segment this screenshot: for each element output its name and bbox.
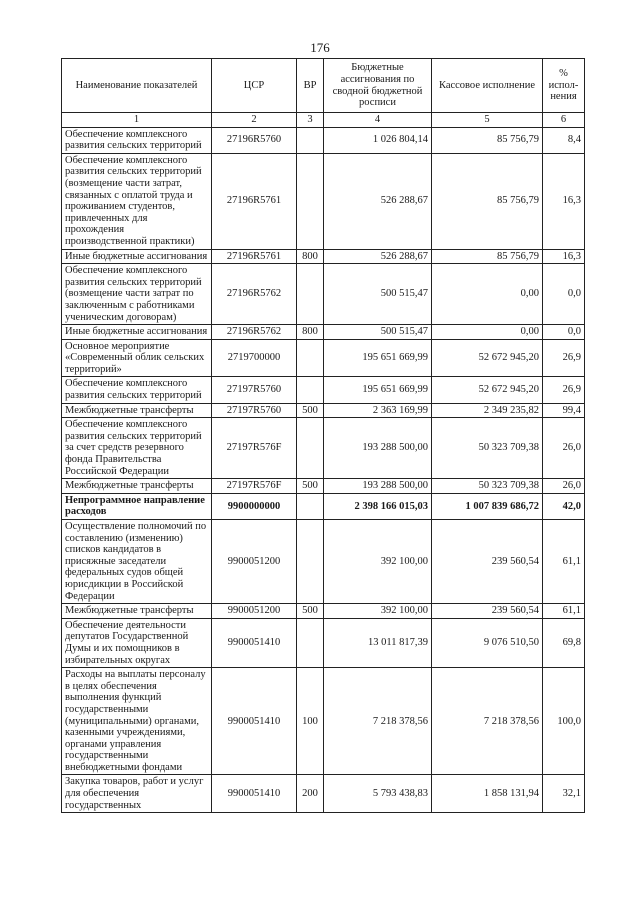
table-row [62, 418, 585, 479]
cell-budget: 195 651 669,99 [324, 339, 432, 377]
cell-name: Расходы на выплаты персоналу в целях обеспечения выполнения функций государственными (муниципальными) органами, казенными учреждениями, органами управления государственными внебюджетными фондами [62, 668, 212, 775]
cell-pct: 42,0 [543, 493, 585, 519]
cell-vr [297, 618, 324, 667]
cell-vr: 800 [297, 325, 324, 340]
cell-csr: 27196R5762 [212, 325, 297, 340]
cell-budget: 392 100,00 [324, 520, 432, 604]
cell-name: Обеспечение деятельности депутатов Государственной Думы и их помощников в избирательных округах [62, 618, 212, 667]
cell-cash: 0,00 [432, 264, 543, 325]
cell-vr: 500 [297, 604, 324, 619]
cell-name: Обеспечение комплексного развития сельских территорий (возмещение части затрат, связанных с оплатой труда и проживанием студентов, привлеченных для прохождения производственной практики) [62, 153, 212, 249]
cell-cash: 52 672 945,20 [432, 339, 543, 377]
cell-csr: 27197R576F [212, 479, 297, 494]
cell-budget: 5 793 438,83 [324, 775, 432, 813]
cell-pct: 16,3 [543, 249, 585, 264]
cell-name: Осуществление полномочий по составлению (изменению) списков кандидатов в присяжные заседатели федеральных судов общей юрисдикции в Российской Федерации [62, 520, 212, 604]
cell-vr [297, 339, 324, 377]
cell-csr: 9900051200 [212, 520, 297, 604]
cell-vr [297, 153, 324, 249]
budget-execution-table [61, 58, 585, 813]
cell-name: Иные бюджетные ассигнования [62, 325, 212, 340]
cell-budget: 526 288,67 [324, 249, 432, 264]
cell-name: Закупка товаров, работ и услуг для обеспечения государственных [62, 775, 212, 813]
cell-vr: 800 [297, 249, 324, 264]
cell-pct: 32,1 [543, 775, 585, 813]
column-number: 6 [543, 113, 585, 128]
cell-vr: 100 [297, 668, 324, 775]
cell-vr [297, 127, 324, 153]
cell-csr: 27197R576F [212, 418, 297, 479]
table-row [62, 604, 585, 619]
cell-vr [297, 377, 324, 403]
table-row [62, 377, 585, 403]
cell-cash: 7 218 378,56 [432, 668, 543, 775]
cell-budget: 195 651 669,99 [324, 377, 432, 403]
page-number: 176 [310, 40, 330, 55]
cell-cash: 239 560,54 [432, 604, 543, 619]
table-row [62, 403, 585, 418]
cell-name: Межбюджетные трансферты [62, 604, 212, 619]
table-row [62, 339, 585, 377]
table-row [62, 264, 585, 325]
cell-pct: 99,4 [543, 403, 585, 418]
table-row [62, 520, 585, 604]
cell-vr [297, 418, 324, 479]
cell-cash: 0,00 [432, 325, 543, 340]
cell-vr [297, 493, 324, 519]
cell-cash: 2 349 235,82 [432, 403, 543, 418]
cell-csr: 27197R5760 [212, 403, 297, 418]
cell-pct: 26,0 [543, 418, 585, 479]
header-name: Наименование показателей [62, 59, 212, 113]
cell-csr: 27196R5760 [212, 127, 297, 153]
cell-budget: 7 218 378,56 [324, 668, 432, 775]
cell-cash: 85 756,79 [432, 249, 543, 264]
cell-csr: 27196R5762 [212, 264, 297, 325]
cell-cash: 50 323 709,38 [432, 418, 543, 479]
cell-pct: 26,0 [543, 479, 585, 494]
cell-pct: 61,1 [543, 520, 585, 604]
cell-vr [297, 264, 324, 325]
column-number: 4 [324, 113, 432, 128]
table-row [62, 479, 585, 494]
cell-budget: 2 363 169,99 [324, 403, 432, 418]
cell-csr: 2719700000 [212, 339, 297, 377]
cell-name: Иные бюджетные ассигнования [62, 249, 212, 264]
cell-pct: 26,9 [543, 377, 585, 403]
cell-name: Непрограммное направление расходов [62, 493, 212, 519]
table-row [62, 249, 585, 264]
cell-vr: 500 [297, 479, 324, 494]
cell-csr: 27196R5761 [212, 249, 297, 264]
cell-cash: 85 756,79 [432, 153, 543, 249]
cell-budget: 392 100,00 [324, 604, 432, 619]
cell-cash: 85 756,79 [432, 127, 543, 153]
cell-budget: 193 288 500,00 [324, 479, 432, 494]
column-number: 3 [297, 113, 324, 128]
cell-cash: 1 007 839 686,72 [432, 493, 543, 519]
header-csr: ЦСР [212, 59, 297, 113]
cell-csr: 9900000000 [212, 493, 297, 519]
cell-budget: 13 011 817,39 [324, 618, 432, 667]
table-row [62, 127, 585, 153]
cell-name: Обеспечение комплексного развития сельских территорий [62, 127, 212, 153]
cell-pct: 100,0 [543, 668, 585, 775]
cell-budget: 2 398 166 015,03 [324, 493, 432, 519]
cell-pct: 8,4 [543, 127, 585, 153]
cell-name: Обеспечение комплексного развития сельских территорий (возмещение части затрат по заключенным с работниками ученическим договорам) [62, 264, 212, 325]
cell-cash: 9 076 510,50 [432, 618, 543, 667]
table-row [62, 775, 585, 813]
header-pct: % испол-нения [543, 59, 585, 113]
cell-budget: 1 026 804,14 [324, 127, 432, 153]
cell-cash: 239 560,54 [432, 520, 543, 604]
cell-budget: 500 515,47 [324, 264, 432, 325]
cell-csr: 27196R5761 [212, 153, 297, 249]
cell-budget: 193 288 500,00 [324, 418, 432, 479]
table-row [62, 668, 585, 775]
cell-cash: 1 858 131,94 [432, 775, 543, 813]
column-number: 1 [62, 113, 212, 128]
cell-name: Межбюджетные трансферты [62, 479, 212, 494]
cell-budget: 500 515,47 [324, 325, 432, 340]
cell-csr: 9900051410 [212, 775, 297, 813]
cell-csr: 9900051200 [212, 604, 297, 619]
header-vr: ВР [297, 59, 324, 113]
cell-name: Межбюджетные трансферты [62, 403, 212, 418]
column-number: 5 [432, 113, 543, 128]
cell-csr: 9900051410 [212, 668, 297, 775]
table-row [62, 325, 585, 340]
cell-pct: 16,3 [543, 153, 585, 249]
table-row [62, 618, 585, 667]
cell-vr [297, 520, 324, 604]
header-budget: Бюджетные ассигнования по сводной бюджетной росписи [324, 59, 432, 113]
table-row [62, 153, 585, 249]
cell-cash: 50 323 709,38 [432, 479, 543, 494]
cell-budget: 526 288,67 [324, 153, 432, 249]
table-row [62, 493, 585, 519]
cell-pct: 69,8 [543, 618, 585, 667]
column-number: 2 [212, 113, 297, 128]
cell-vr: 200 [297, 775, 324, 813]
cell-csr: 9900051410 [212, 618, 297, 667]
cell-name: Обеспечение комплексного развития сельских территорий [62, 377, 212, 403]
header-cash: Кассовое исполнение [432, 59, 543, 113]
cell-pct: 26,9 [543, 339, 585, 377]
cell-pct: 61,1 [543, 604, 585, 619]
cell-cash: 52 672 945,20 [432, 377, 543, 403]
cell-csr: 27197R5760 [212, 377, 297, 403]
cell-vr: 500 [297, 403, 324, 418]
cell-name: Обеспечение комплексного развития сельских территорий за счет средств резервного фонда Правительства Российской Федерации [62, 418, 212, 479]
cell-pct: 0,0 [543, 264, 585, 325]
cell-name: Основное мероприятие «Современный облик сельских территорий» [62, 339, 212, 377]
cell-pct: 0,0 [543, 325, 585, 340]
